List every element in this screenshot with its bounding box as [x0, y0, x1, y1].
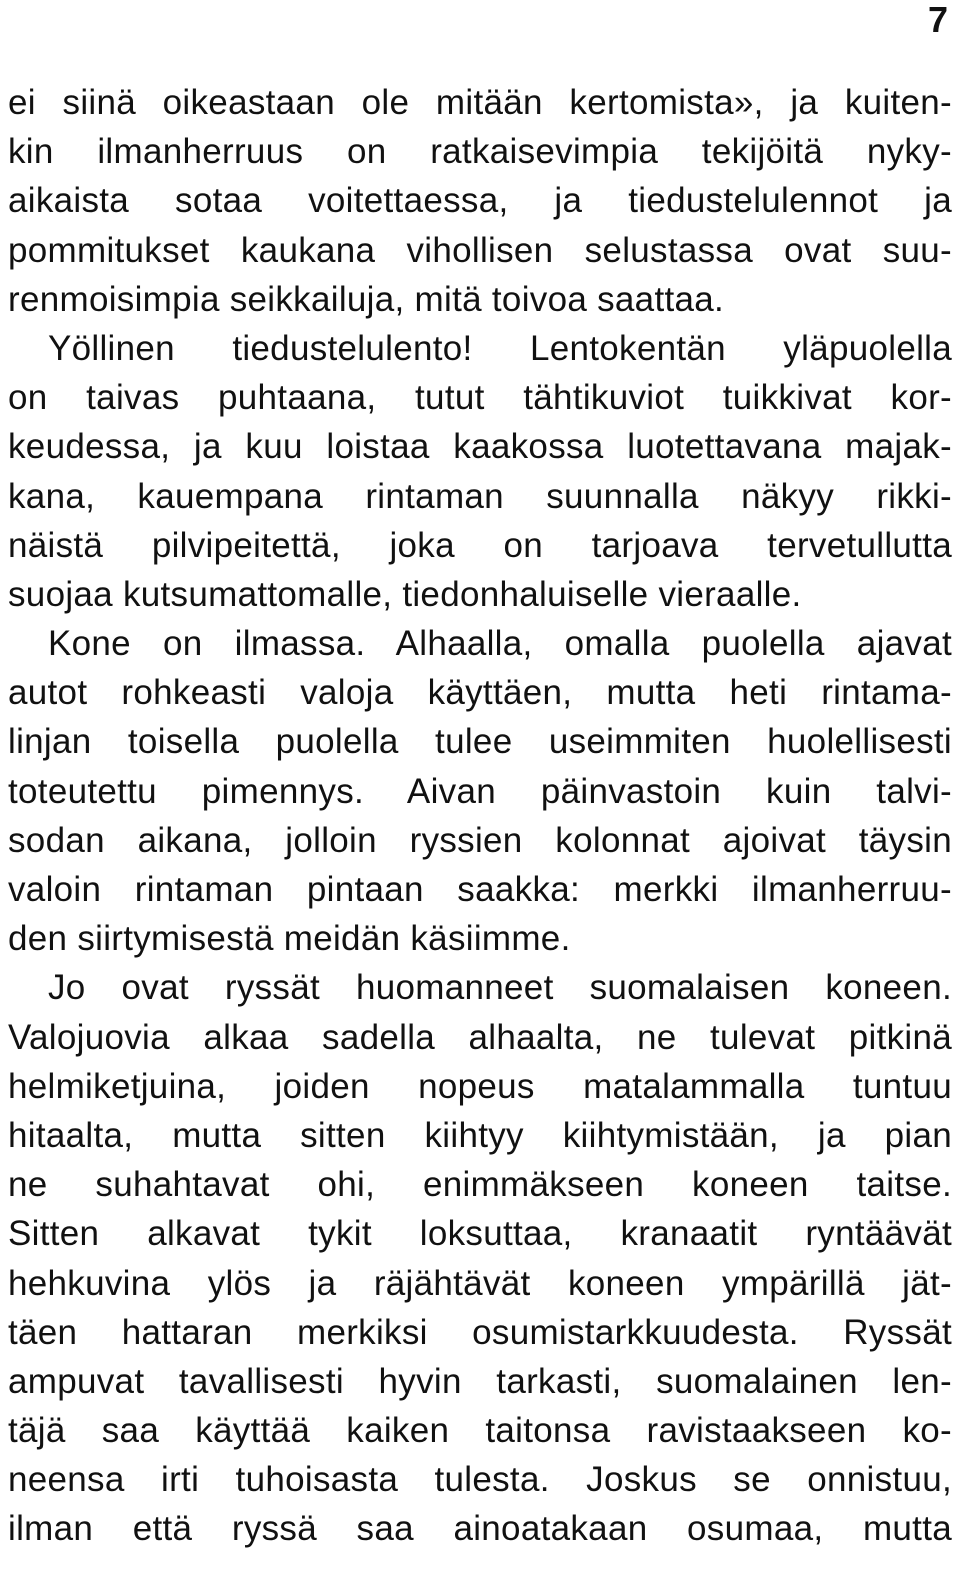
text-line: täen hattaran merkiksi osumistarkkuudesta. Ryssät	[8, 1312, 952, 1352]
text-line: Valojuovia alkaa sadella alhaalta, ne tulevat pitkinä	[8, 1017, 952, 1057]
text-line: ilman että ryssä saa ainoatakaan osumaa, mutta	[8, 1509, 952, 1549]
page-number: 7	[927, 0, 948, 40]
text-line: näistä pilvipeitettä, joka on tarjoava tervetullutta	[8, 525, 952, 565]
text-line: den siirtymisestä meidän käsiimme.	[8, 919, 571, 959]
text-line: Jo ovat ryssät huomanneet suomalaisen koneen.	[48, 968, 952, 1008]
text-line: keudessa, ja kuu loistaa kaakossa luotettavana majak-	[8, 427, 952, 467]
text-line: hitaalta, mutta sitten kiihtyy kiihtymistään, ja pian	[8, 1115, 952, 1155]
text-line: on taivas puhtaana, tutut tähtikuviot tuikkivat kor-	[8, 378, 952, 418]
text-line: autot rohkeasti valoja käyttäen, mutta heti rintama-	[8, 673, 952, 713]
text-line: täjä saa käyttää kaiken taitonsa ravistaakseen ko-	[8, 1411, 952, 1451]
page-body-text	[8, 78, 952, 1554]
text-line: kin ilmanherruus on ratkaisevimpia tekijöitä nyky-	[8, 132, 952, 172]
text-line: kana, kauempana rintaman suunnalla näkyy rikki-	[8, 476, 952, 516]
text-line: Sitten alkavat tykit loksuttaa, kranaatit ryntäävät	[8, 1214, 952, 1254]
text-line: Yöllinen tiedustelulento! Lentokentän yläpuolella	[48, 328, 952, 368]
text-line: suojaa kutsumattomalle, tiedonhaluiselle vieraalle.	[8, 574, 802, 614]
text-line: renmoisimpia seikkailuja, mitä toivoa saattaa.	[8, 279, 725, 319]
text-line: sodan aikana, jolloin ryssien kolonnat ajoivat täysin	[8, 820, 952, 860]
text-line: ne suhahtavat ohi, enimmäkseen koneen taitse.	[8, 1165, 952, 1205]
text-line: valoin rintaman pintaan saakka: merkki ilmanherruu-	[8, 870, 952, 909]
text-line: pommitukset kaukana vihollisen selustassa ovat suu-	[8, 230, 952, 270]
text-line: ei siinä oikeastaan ole mitään kertomista», ja kuiten-	[8, 83, 952, 122]
text-line: neensa irti tuhoisasta tulesta. Joskus se onnistuu,	[8, 1460, 952, 1500]
text-line: Kone on ilmassa. Alhaalla, omalla puolella ajavat	[48, 624, 952, 664]
text-line: ampuvat tavallisesti hyvin tarkasti, suomalainen len-	[8, 1361, 952, 1401]
text-line: helmiketjuina, joiden nopeus matalammalla tuntuu	[8, 1066, 952, 1106]
text-line: linjan toisella puolella tulee useimmiten huolellisesti	[8, 722, 952, 762]
text-line: hehkuvina ylös ja räjähtävät koneen ympärillä jät-	[8, 1263, 952, 1303]
text-line: toteutettu pimennys. Aivan päinvastoin kuin talvi-	[8, 771, 952, 811]
text-line: aikaista sotaa voitettaessa, ja tiedustelulennot ja	[8, 181, 952, 221]
